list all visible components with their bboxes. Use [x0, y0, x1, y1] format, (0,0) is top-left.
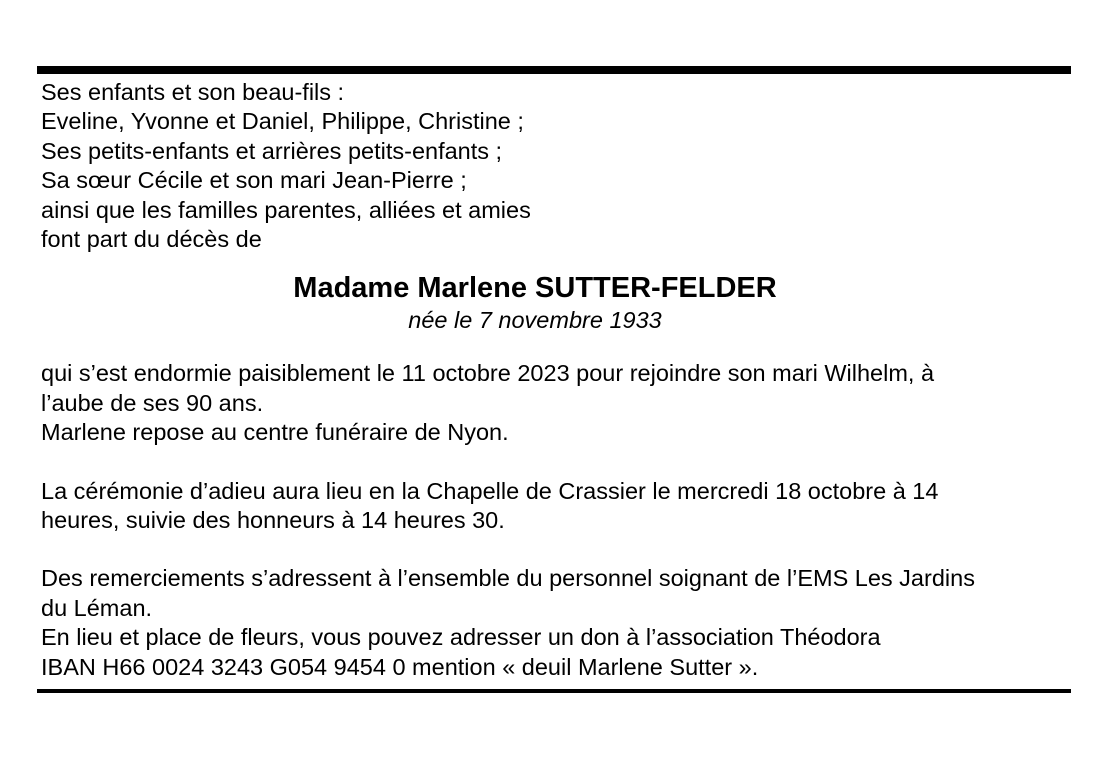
top-divider: [37, 66, 1071, 74]
ceremony-paragraph: [41, 477, 1066, 536]
iban-line: IBAN H66 0024 3243 G054 9454 0 mention « deuil Marlene Sutter ».: [41, 653, 759, 680]
ceremony-line: heures, suivie des honneurs à 14 heures 30.: [41, 507, 505, 534]
family-announcement: [41, 78, 1066, 254]
ceremony-line: La cérémonie d’adieu aura lieu en la Chapelle de Crassier le mercredi 18 octobre à 14: [41, 477, 939, 504]
family-line: Ses petits-enfants et arrières petits-enfants ;: [41, 137, 503, 164]
family-line: Eveline, Yvonne et Daniel, Philippe, Christine ;: [41, 108, 524, 135]
thanks-line: du Léman.: [41, 594, 153, 621]
deceased-heading: [41, 271, 1066, 335]
family-line: ainsi que les familles parentes, alliées et amies: [41, 196, 531, 223]
birth-date: née le 7 novembre 1933: [408, 307, 662, 334]
death-line: Marlene repose au centre funéraire de Nyon.: [41, 419, 509, 446]
death-line: l’aube de ses 90 ans.: [41, 389, 264, 416]
family-line: Sa sœur Cécile et son mari Jean-Pierre ;: [41, 167, 467, 194]
thanks-line: Des remerciements s’adressent à l’ensemble du personnel soignant de l’EMS Les Jardins: [41, 565, 975, 592]
thanks-paragraph: [41, 564, 1066, 682]
family-line: Ses enfants et son beau-fils :: [41, 79, 345, 105]
family-line: font part du décès de: [41, 226, 262, 253]
obituary-notice: [41, 78, 1066, 682]
death-paragraph: [41, 359, 1066, 447]
deceased-name: Madame Marlene SUTTER-FELDER: [293, 272, 777, 305]
death-line: qui s’est endormie paisiblement le 11 octobre 2023 pour rejoindre son mari Wilhelm, à: [41, 360, 935, 387]
bottom-divider: [37, 689, 1071, 693]
donation-line: En lieu et place de fleurs, vous pouvez adresser un don à l’association Théodora: [41, 624, 881, 651]
